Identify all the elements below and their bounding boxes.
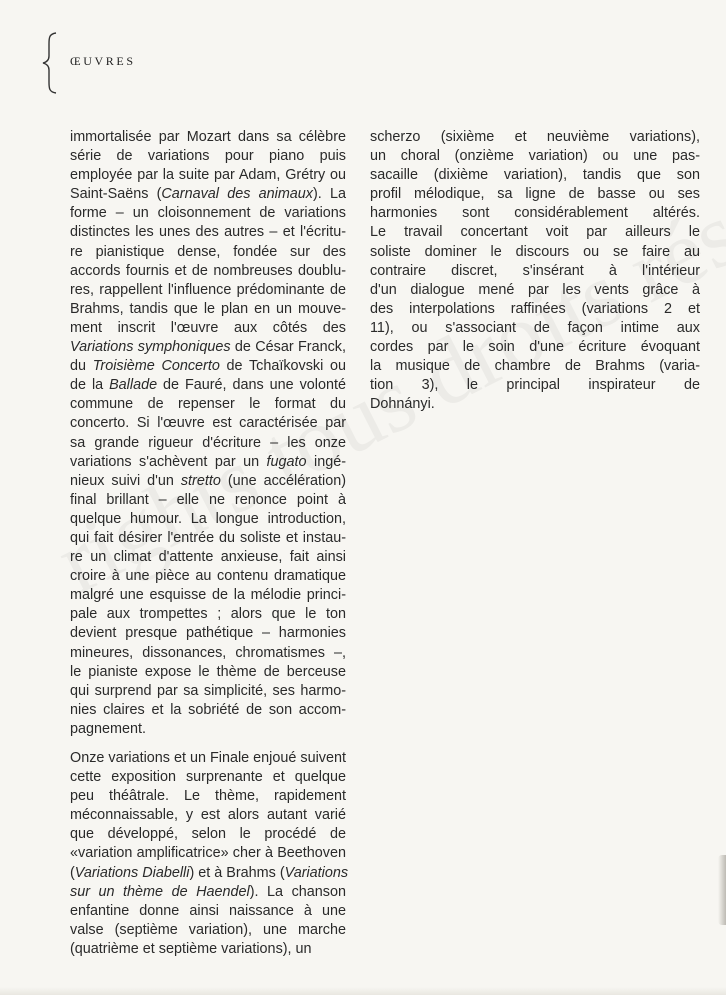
page-edge-shadow bbox=[718, 855, 726, 925]
paragraph-3-line: soliste dominer le discours ou se faire au bbox=[370, 243, 700, 260]
paragraph-1-line: final brillant – elle ne renonce point à bbox=[70, 491, 346, 508]
paragraph-1-line: de la Ballade de Fauré, dans une volonté bbox=[70, 377, 346, 394]
paragraph-3-line: tion 3), le principal inspirateur de bbox=[370, 377, 700, 394]
paragraph-3-line: contraire discret, s'insérant à l'intérieur bbox=[370, 262, 700, 279]
paragraph-1-line: mineures, dissonances, chromatismes –, bbox=[70, 644, 346, 661]
paragraph-2-line: enfantine donne ainsi naissance à une bbox=[70, 902, 346, 919]
paragraph-1-line: pagnement. bbox=[70, 720, 147, 737]
paragraph-3-line: sacaille (dixième variation), tandis que son bbox=[370, 167, 700, 184]
paragraph-1-line: malgré une esquisse de la mélodie princi- bbox=[70, 587, 346, 604]
paragraph-1-line: distinctes les unes des autres – et l'écritu- bbox=[70, 224, 346, 241]
paragraph-1-line: sa grande rigueur d'écriture – les onze bbox=[70, 434, 346, 451]
paragraph-1-line: commune de repenser le format du bbox=[70, 396, 346, 413]
paragraph-3-line: scherzo (sixième et neuvième variations), bbox=[370, 129, 700, 145]
paragraph-2-line: cette exposition surprenante et quelque bbox=[70, 769, 346, 786]
paragraph-1-line: variations s'achèvent par un fugato ingé- bbox=[70, 453, 346, 470]
paragraph-3 bbox=[370, 128, 700, 414]
paragraph-1-line: qui fait désirer l'entrée du soliste et instau- bbox=[70, 529, 346, 546]
paragraph-3-line: 11), ou s'associant de façon intime aux bbox=[370, 319, 700, 336]
paragraph-1-line: devient presque pathétique – harmonies bbox=[70, 625, 346, 642]
paragraph-1-line: nieux suivi d'un stretto (une accélération) bbox=[70, 472, 346, 489]
paragraph-1-line: employée par la suite par Adam, Grétry ou bbox=[70, 167, 346, 184]
paragraph-1-line: le pianiste expose le thème de berceuse bbox=[70, 663, 346, 680]
paragraph-1-line: qui surprend par sa simplicité, ses harmo- bbox=[70, 682, 346, 699]
paragraph-3-line: Le travail concertant voit par ailleurs le bbox=[370, 224, 700, 241]
paragraph-3-line: Dohnányi. bbox=[370, 396, 435, 413]
paragraph-3-line: d'un dialogue mené par les vents grâce à bbox=[370, 281, 700, 298]
paragraph-3-line: des interpolations raffinées (variations 2 et bbox=[370, 300, 700, 317]
paragraph-1-line: Variations symphoniques de César Franck, bbox=[70, 339, 346, 356]
paragraph-3-line: cordes par le soin d'une écriture évoquant bbox=[370, 339, 700, 356]
paragraph-2-line: «variation amplificatrice» cher à Beethoven bbox=[70, 845, 346, 862]
left-text-column bbox=[70, 128, 349, 969]
paragraph-1-line: ment inscrit l'œuvre aux côtés des bbox=[70, 319, 346, 336]
paragraph-1-line: concerto. Si l'œuvre est caractérisée par bbox=[70, 415, 346, 432]
paragraph-2-line: sur un thème de Haendel). La chanson bbox=[70, 883, 346, 900]
paragraph-3-line: un choral (onzième variation) ou une pas- bbox=[370, 148, 700, 165]
paragraph-1-line: du Troisième Concerto de Tchaïkovski ou bbox=[70, 358, 346, 375]
curly-brace-icon bbox=[40, 32, 60, 94]
paragraph-3-line: la musique de chambre de Brahms (varia- bbox=[370, 358, 700, 375]
page-bottom-edge bbox=[0, 987, 726, 995]
paragraph-1-line: série de variations pour piano puis bbox=[70, 148, 346, 165]
paragraph-1-line: accords fournis et de nombreuses doublu- bbox=[70, 262, 346, 279]
paragraph-2-line: valse (septième variation), une marche bbox=[70, 921, 346, 938]
section-title: ŒUVRES bbox=[70, 54, 136, 68]
paragraph-1-line: Saint-Saëns (Carnaval des animaux). La bbox=[70, 186, 347, 203]
paragraph-1-line: pale aux trompettes ; alors que le ton bbox=[70, 606, 346, 623]
right-text-column bbox=[370, 128, 700, 424]
paragraph-1-line: quelque humour. La longue introduction, bbox=[70, 510, 346, 527]
paragraph-3-line: harmonies sont considérablement altérés. bbox=[370, 205, 700, 222]
paragraph-2-line: (Variations Diabelli) et à Brahms (Variations bbox=[70, 864, 349, 881]
paragraph-1-line: re un climat d'attente anxieuse, fait ainsi bbox=[70, 549, 346, 566]
paragraph-1-line: res, rappellent l'influence prédominante de bbox=[70, 281, 346, 298]
paragraph-2-line: (quatrième et septième variations), un bbox=[70, 940, 312, 957]
paragraph-2 bbox=[70, 749, 349, 959]
paragraph-2-line: Onze variations et un Finale enjoué suivent bbox=[70, 750, 346, 766]
paragraph-2-line: méconnaissable, y est alors autant varié bbox=[70, 807, 346, 824]
paragraph-1-line: immortalisée par Mozart dans sa célèbre bbox=[70, 129, 346, 145]
paragraph-2-line: que développé, selon le procédé de bbox=[70, 826, 346, 843]
paragraph-1-line: Brahms, tandis que le plan en un mouve- bbox=[70, 300, 346, 317]
paragraph-2-line: peu théâtrale. Le thème, rapidement bbox=[70, 788, 346, 805]
paragraph-3-line: profil mélodique, sa ligne de basse ou ses bbox=[370, 186, 700, 203]
paragraph-1-line: forme – un cloisonnement de variations bbox=[70, 205, 346, 222]
paragraph-1-line: nies claires et la sobriété de son accom- bbox=[70, 701, 346, 718]
paragraph-1 bbox=[70, 128, 346, 739]
paragraph-1-line: re pianistique dense, fondée sur des bbox=[70, 243, 346, 260]
paragraph-1-line: croire à une pièce au contenu dramatique bbox=[70, 568, 346, 585]
